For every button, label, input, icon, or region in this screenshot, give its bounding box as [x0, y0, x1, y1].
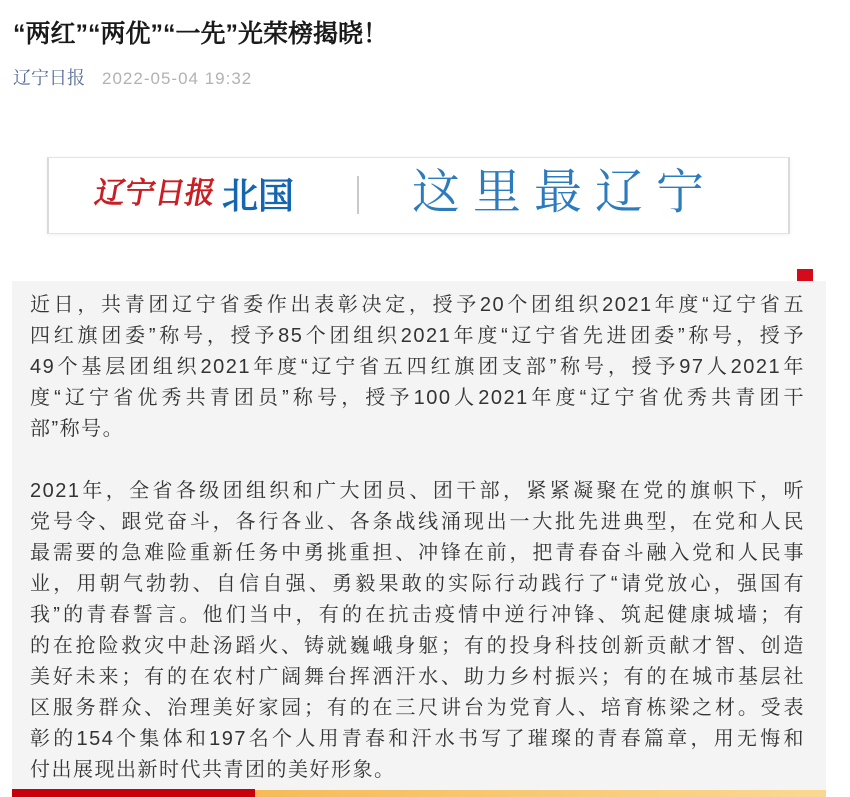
paragraph-line: 2021年，全省各级团组织和广大团员、团干部，紧紧凝聚在党的旗帜下，听 [30, 480, 805, 502]
article-body-card [12, 281, 826, 790]
banner-divider [357, 176, 359, 214]
header-banner-image [47, 157, 790, 234]
banner-brand-text: 北国 [222, 176, 295, 217]
paragraph-1 [30, 290, 805, 445]
paragraph-line: 彰的154个集体和197名个人用青春和汗水书写了璀璨的青春篇章，用无悔和 [30, 728, 805, 750]
banner-newspaper-logo: 辽宁日报 [92, 176, 219, 211]
paragraph-line: 度“辽宁省优秀共青团员”称号，授予100人2021年度“辽宁省优秀共青团干 [30, 387, 805, 409]
paragraph-line: 部”称号。 [30, 418, 125, 440]
paragraph-line: 美好未来；有的在农村广阔舞台挥洒汗水、助力乡村振兴；有的在城市基层社 [30, 666, 805, 688]
account-name-link[interactable]: 辽宁日报 [13, 68, 85, 88]
paragraph-line: 党号令、跟党奋斗，各行各业、各条战线涌现出一大批先进典型，在党和人民 [30, 511, 805, 533]
paragraph-line: 近日，共青团辽宁省委作出表彰决定，授予20个团组织2021年度“辽宁省五 [30, 294, 805, 316]
paragraph-2 [30, 476, 805, 786]
paragraph-line: 49个基层团组织2021年度“辽宁省五四红旗团支部”称号，授予97人2021年 [30, 356, 805, 378]
paragraph-line: 我”的青春誓言。他们当中，有的在抗击疫情中逆行冲锋、筑起健康城墙；有 [30, 604, 805, 626]
banner-slogan: 这里最辽宁 [412, 164, 718, 220]
paragraph-line: 业，用朝气勃勃、自信自强、勇毅果敢的实际行动践行了“请党放心，强国有 [30, 573, 805, 595]
paragraph-line: 的在抢险救灾中赴汤蹈火、铸就巍峨身躯；有的投身科技创新贡献才智、创造 [30, 635, 805, 657]
paragraph-line: 最需要的急难险重新任务中勇挑重担、冲锋在前，把青春奋斗融入党和人民事 [30, 542, 805, 564]
paragraph-line: 四红旗团委”称号，授予85个团组织2021年度“辽宁省先进团委”称号，授予 [30, 325, 805, 347]
bottom-decor-bar-gold [255, 790, 826, 797]
bottom-decor-bar-red [12, 789, 255, 797]
article-meta [13, 66, 252, 91]
paragraph-line: 区服务群众、治理美好家园；有的在三尺讲台为党育人、培育栋梁之材。受表 [30, 697, 805, 719]
paragraph-line: 付出展现出新时代共青团的美好形象。 [30, 759, 396, 781]
article-title: “两红”“两优”“一先”光荣榜揭晓！ [13, 20, 389, 48]
publish-time: 2022-05-04 19:32 [102, 69, 253, 88]
